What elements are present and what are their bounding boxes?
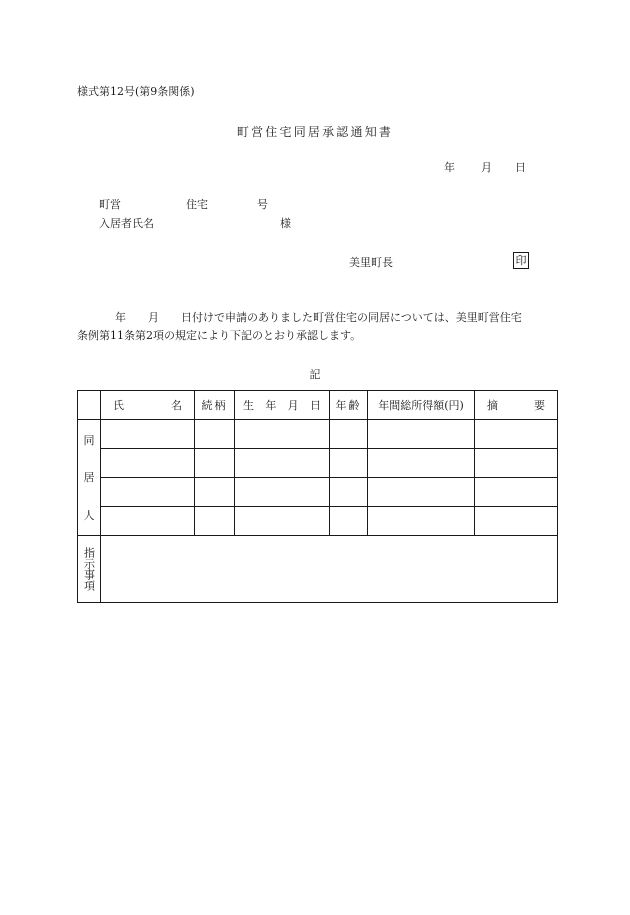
cell-name[interactable] bbox=[101, 478, 195, 507]
table-header-row bbox=[78, 391, 558, 420]
cell-birthdate[interactable] bbox=[235, 507, 330, 536]
table-row bbox=[78, 478, 558, 507]
body-text-line1: 日付けで申請のありました町営住宅の同居については、美里町営住宅 bbox=[181, 311, 522, 324]
cell-age[interactable] bbox=[330, 449, 368, 478]
cohabitant-side-label bbox=[78, 420, 101, 536]
body-text-line2: 条例第11条第2項の規定により下記のとおり承認します。 bbox=[77, 329, 362, 342]
date-day-label: 日 bbox=[515, 161, 526, 174]
header-note-a: 摘 bbox=[487, 399, 498, 412]
instruction-row bbox=[78, 536, 558, 603]
document-title: 町営住宅同居承認通知書 bbox=[236, 125, 394, 139]
cell-note[interactable] bbox=[475, 449, 558, 478]
cell-birthdate[interactable] bbox=[235, 478, 330, 507]
header-birth-0: 生 bbox=[243, 399, 254, 412]
body-year-label: 年 bbox=[115, 311, 126, 324]
cell-age[interactable] bbox=[330, 420, 368, 449]
ki-heading: 記 bbox=[309, 368, 321, 381]
table-row bbox=[78, 449, 558, 478]
header-name-a: 氏 bbox=[113, 399, 124, 412]
seal-mark: 印 bbox=[513, 252, 529, 269]
header-relation: 続柄 bbox=[195, 391, 235, 420]
cohabitant-char-2: 人 bbox=[83, 508, 95, 522]
date-month-label: 月 bbox=[481, 161, 492, 174]
header-birth-2: 月 bbox=[287, 399, 299, 412]
cell-name[interactable] bbox=[101, 420, 195, 449]
header-note bbox=[475, 391, 558, 420]
header-birth-3: 日 bbox=[309, 399, 321, 412]
cell-relation[interactable] bbox=[195, 420, 235, 449]
header-age: 年齢 bbox=[330, 391, 368, 420]
cell-income[interactable] bbox=[368, 507, 475, 536]
header-name-b: 名 bbox=[171, 399, 182, 412]
cell-income[interactable] bbox=[368, 449, 475, 478]
cell-relation[interactable] bbox=[195, 507, 235, 536]
honorific-label: 様 bbox=[280, 217, 291, 230]
cell-relation[interactable] bbox=[195, 478, 235, 507]
cohabitant-table bbox=[77, 390, 558, 603]
cell-birthdate[interactable] bbox=[235, 420, 330, 449]
cell-income[interactable] bbox=[368, 478, 475, 507]
instruction-side-label bbox=[78, 536, 101, 603]
form-number-label: 様式第12号(第9条関係) bbox=[77, 85, 195, 98]
cohabitant-char-0: 同 bbox=[83, 434, 95, 448]
instruction-content[interactable] bbox=[101, 536, 558, 603]
body-month-label: 月 bbox=[148, 311, 159, 324]
header-name bbox=[101, 391, 195, 420]
instruction-label: 指示事項 bbox=[82, 547, 96, 591]
header-income: 年間総所得額(円) bbox=[368, 391, 475, 420]
cell-note[interactable] bbox=[475, 478, 558, 507]
cell-name[interactable] bbox=[101, 507, 195, 536]
header-birth-1: 年 bbox=[265, 399, 277, 412]
resident-name-label: 入居者氏名 bbox=[99, 217, 154, 230]
header-note-b: 要 bbox=[534, 399, 545, 412]
cell-birthdate[interactable] bbox=[235, 449, 330, 478]
date-year-label: 年 bbox=[444, 161, 455, 174]
header-corner-cell bbox=[78, 391, 101, 420]
cell-relation[interactable] bbox=[195, 449, 235, 478]
cell-income[interactable] bbox=[368, 420, 475, 449]
cell-age[interactable] bbox=[330, 507, 368, 536]
cohabitant-char-1: 居 bbox=[83, 471, 95, 485]
address-number-label: 号 bbox=[257, 198, 268, 211]
issuer-name: 美里町長 bbox=[349, 256, 393, 269]
address-house-label: 住宅 bbox=[186, 198, 208, 211]
cell-age[interactable] bbox=[330, 478, 368, 507]
cell-name[interactable] bbox=[101, 449, 195, 478]
table-row bbox=[78, 420, 558, 449]
address-town-label: 町営 bbox=[99, 198, 121, 211]
header-birthdate bbox=[235, 391, 330, 420]
cell-note[interactable] bbox=[475, 420, 558, 449]
cell-note[interactable] bbox=[475, 507, 558, 536]
table-row bbox=[78, 507, 558, 536]
